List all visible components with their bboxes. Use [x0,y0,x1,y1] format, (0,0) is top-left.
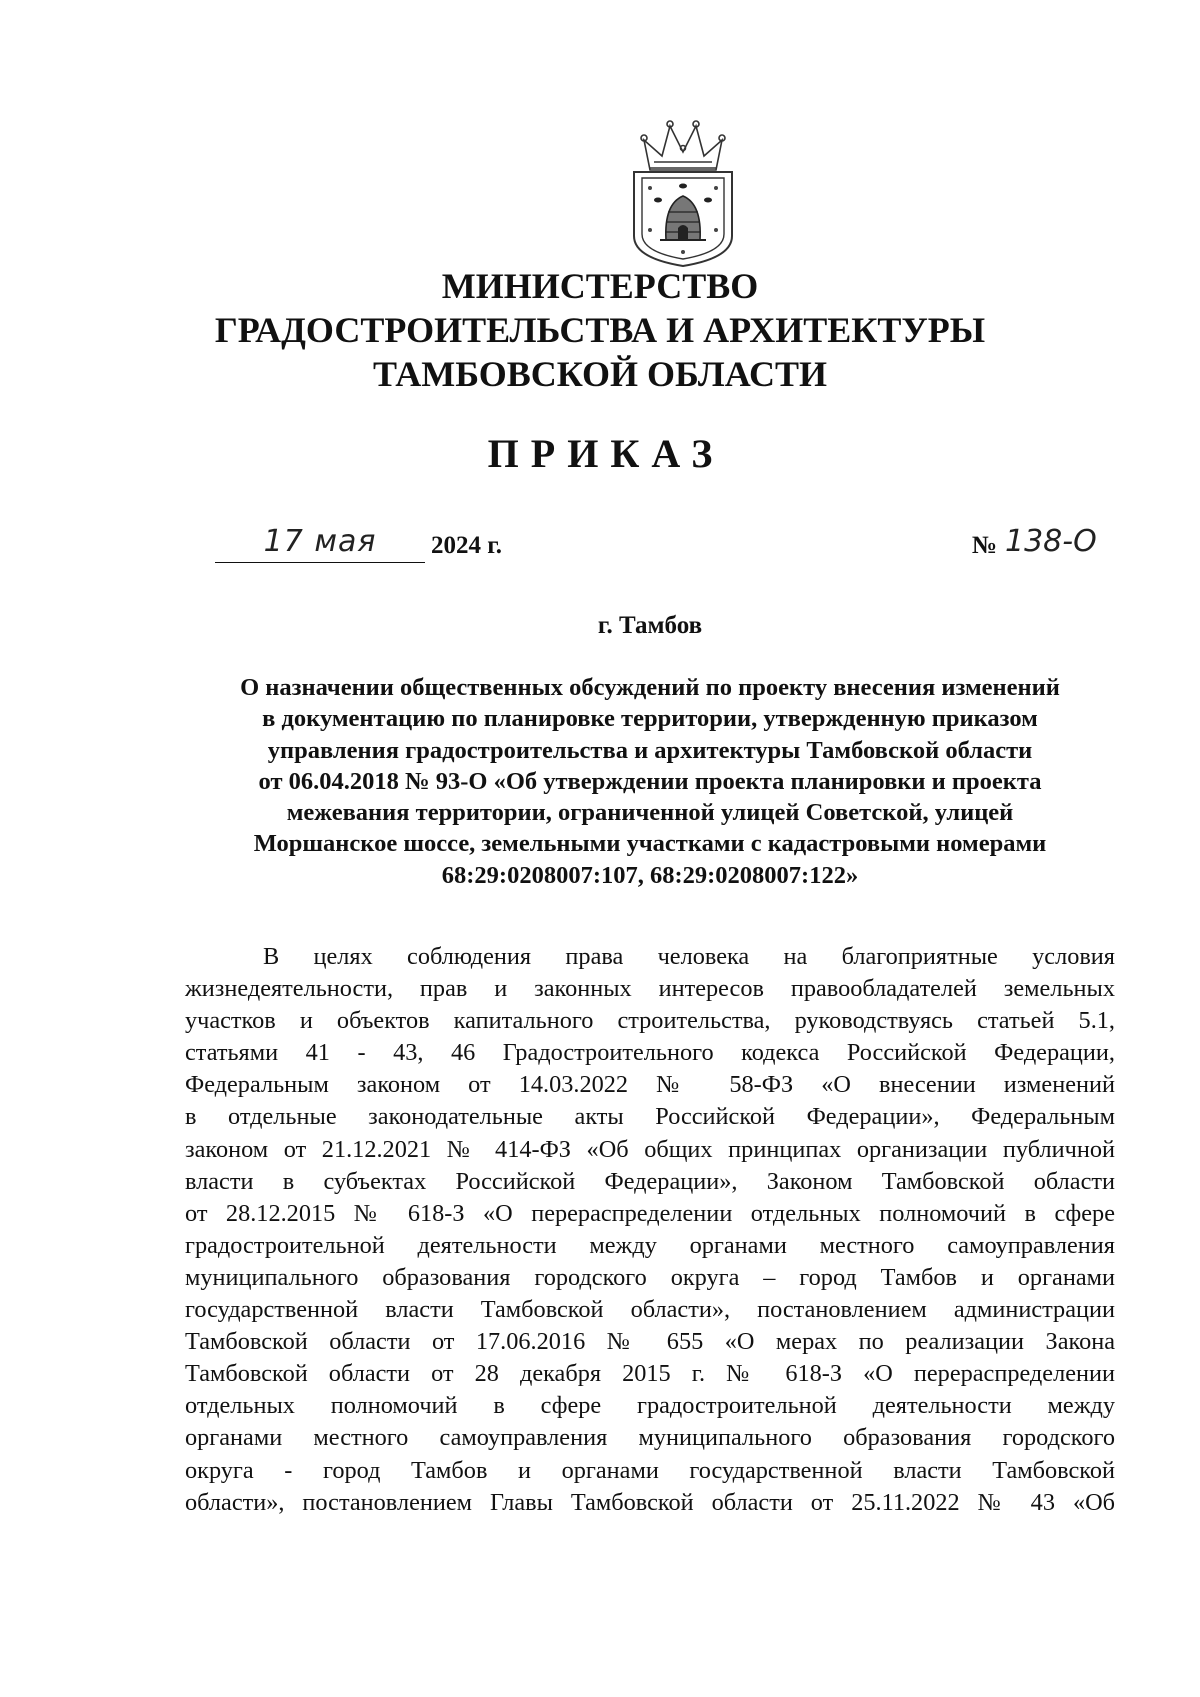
subject-line: в документацию по планировке территории, утвержденную приказом [262,705,1038,733]
ministry-line-1: МИНИСТЕРСТВО [441,266,759,306]
order-subject [200,672,1100,891]
body-line: Тамбовской области от 28 декабря 2015 г. № 618-З «О перераспределении [185,1360,1115,1388]
subject-line: Моршанское шоссе, земельными участками с кадастровыми номерами [253,830,1047,858]
tambov-coat-of-arms-icon [620,118,746,268]
body-line: округа - город Тамбов и органами государственной власти Тамбовской [185,1456,1115,1484]
body-paragraph [185,941,1115,1519]
subject-line: от 06.04.2018 № 93-О «Об утверждении проекта планировки и проекта [258,767,1042,795]
date-number-row [215,522,1115,568]
body-line: в отдельные законодательные акты Российской Федерации», Федеральным [185,1103,1115,1131]
body-line: муниципального образования городского округа – город Тамбов и органами [185,1263,1115,1291]
body-line: государственной власти Тамбовской области», постановлением администрации [185,1296,1115,1324]
subject-line: межевания территории, ограниченной улицей Советской, улицей [286,799,1014,827]
body-line: В целях соблюдения права человека на благоприятные условия [263,943,1115,970]
body-line: Тамбовской области от 17.06.2016 № 655 «О мерах по реализации Закона [185,1328,1115,1356]
handwritten-date: 17 мая [215,522,425,563]
body-line: статьями 41 - 43, 46 Градостроительного кодекса Российской Федерации, [185,1039,1115,1067]
number-sign: № [971,532,997,559]
body-line: власти в субъектах Российской Федерации», Законом Тамбовской области [185,1167,1115,1195]
body-line: жизнедеятельности, прав и законных интересов правообладателей земельных [185,975,1115,1003]
body-line: органами местного самоуправления муниципального образования городского [185,1424,1115,1452]
body-line: отдельных полномочий в сфере градостроительной деятельности между [185,1392,1115,1420]
subject-line: управления градостроительства и архитектуры Тамбовской области [267,736,1033,764]
subject-line: О назначении общественных обсуждений по проекту внесения изменений [240,674,1060,701]
handwritten-number: 138-О [1005,524,1097,559]
body-line: градостроительной деятельности между органами местного самоуправления [185,1231,1115,1259]
body-line: области», постановлением Главы Тамбовской области от 25.11.2022 № 43 «Об [185,1488,1115,1516]
date-year: 2024 г. [431,532,503,559]
body-line: от 28.12.2015 № 618-З «О перераспределении отдельных полномочий в сфере [185,1199,1115,1227]
ministry-heading [0,264,1200,396]
body-line: Федеральным законом от 14.03.2022 № 58-ФЗ «О внесении изменений [185,1071,1115,1099]
ministry-line-2: ГРАДОСТРОИТЕЛЬСТВА И АРХИТЕКТУРЫ [214,310,986,350]
body-line: законом от 21.12.2021 № 414-ФЗ «Об общих принципах организации публичной [185,1135,1115,1163]
body-line: участков и объектов капитального строительства, руководствуясь статьей 5.1, [185,1007,1115,1035]
document-type-title: ПРИКАЗ [487,431,725,476]
city-line: г. Тамбов [597,612,703,639]
subject-line: 68:29:0208007:107, 68:29:0208007:122» [441,861,859,889]
ministry-line-3: ТАМБОВСКОЙ ОБЛАСТИ [373,354,827,394]
